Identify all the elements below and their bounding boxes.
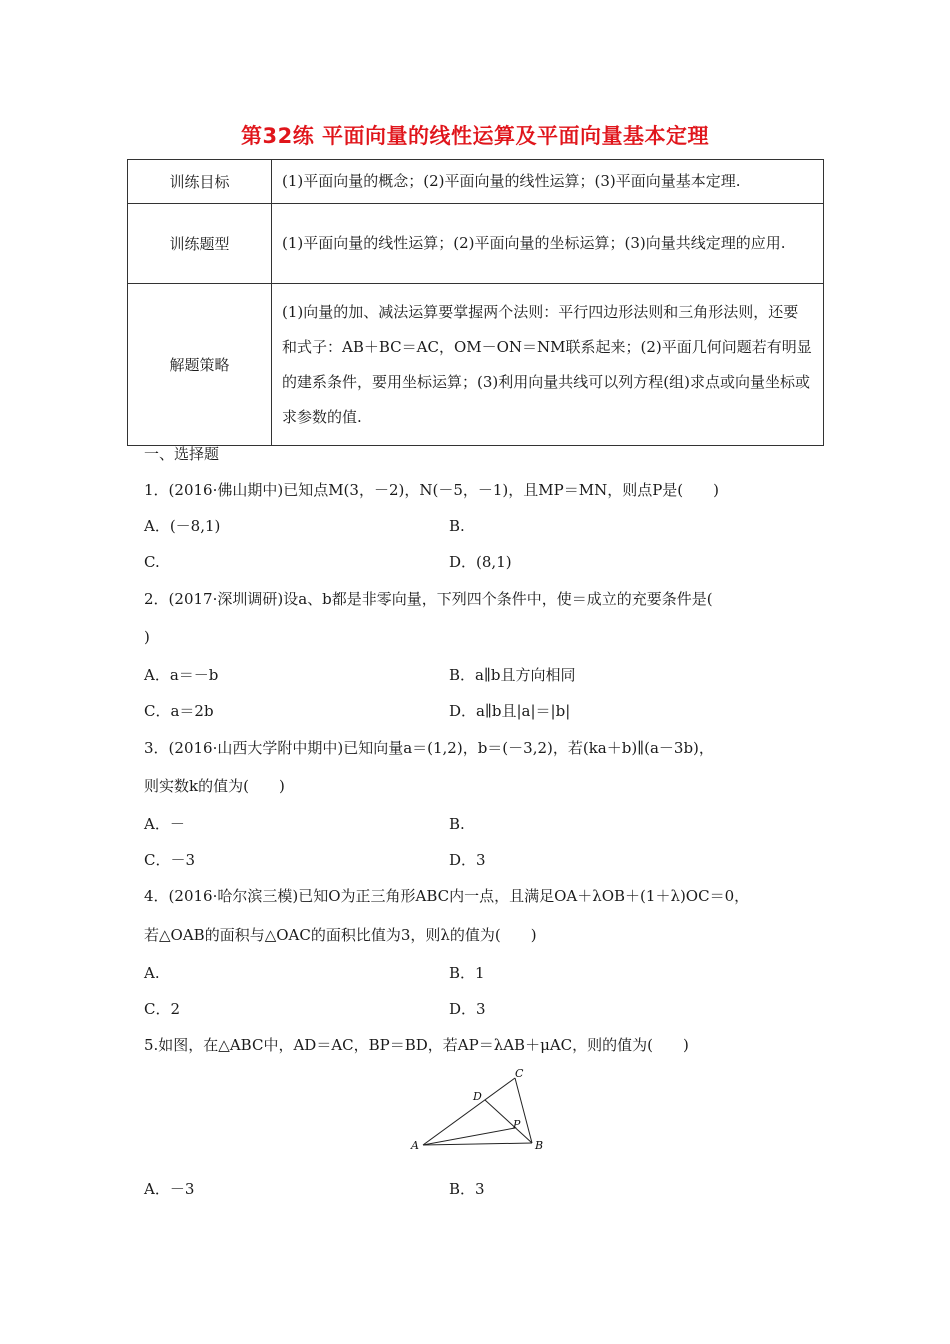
label-a: A bbox=[411, 1139, 419, 1152]
question-3-stem: 3．(2016·山西大学附中期中)已知向量a＝(1,2)，b＝(－3,2)，若(ka＋b)∥(a－3b)， bbox=[144, 739, 714, 757]
question-1-stem: 1．(2016·佛山期中)已知点M(3，－2)，N(－5，－1)，且MP＝MN，则点P是( ) bbox=[144, 481, 719, 499]
training-info-table bbox=[127, 159, 824, 446]
table-key: 训练题型 bbox=[128, 204, 272, 284]
question-2-option-a: A．a＝－b bbox=[144, 666, 219, 684]
segment-bc bbox=[515, 1078, 532, 1143]
question-5-option-a: A．－3 bbox=[144, 1180, 195, 1198]
question-5-option-b: B．3 bbox=[449, 1180, 485, 1198]
segment-bd bbox=[485, 1100, 532, 1143]
table-row bbox=[128, 160, 824, 204]
segment-ac bbox=[423, 1078, 515, 1145]
question-4-option-b: B．1 bbox=[449, 964, 485, 982]
table-row bbox=[128, 204, 824, 284]
triangle-figure bbox=[405, 1065, 555, 1157]
table-key: 训练目标 bbox=[128, 160, 272, 204]
table-key: 解题策略 bbox=[128, 284, 272, 446]
question-3-option-c: C．－3 bbox=[144, 851, 196, 869]
question-2-stem-cont: ) bbox=[144, 628, 150, 646]
section-heading: 一、选择题 bbox=[144, 445, 220, 463]
label-p: P bbox=[513, 1118, 521, 1131]
question-4-option-a: A. bbox=[144, 964, 160, 982]
segment-ap bbox=[423, 1128, 515, 1145]
question-5-stem: 5.如图，在△ABC中，AD＝AC，BP＝BD，若AP＝λAB＋μAC，则的值为( ) bbox=[144, 1036, 689, 1054]
question-4-stem-cont: 若△OAB的面积与△OAC的面积比值为3，则λ的值为( ) bbox=[144, 926, 537, 944]
question-2-stem: 2．(2017·深圳调研)设a、b都是非零向量，下列四个条件中，使＝成立的充要条件是( bbox=[144, 590, 713, 608]
question-1-option-b: B. bbox=[449, 517, 465, 535]
label-d: D bbox=[473, 1090, 482, 1103]
question-1-option-c: C. bbox=[144, 553, 160, 571]
question-3-stem-cont: 则实数k的值为( ) bbox=[144, 777, 285, 795]
table-value: (1)向量的加、减法运算要掌握两个法则：平行四边形法则和三角形法则，还要和式子：AB＋BC＝AC，OM－ON＝NM联系起来；(2)平面几何问题若有明显的建系条件，要用坐标运算；(3)利用向量共线可以列方程(组)求点或向量坐标或求参数的值. bbox=[272, 284, 824, 446]
question-3-option-b: B. bbox=[449, 815, 465, 833]
question-4-stem: 4．(2016·哈尔滨三模)已知O为正三角形ABC内一点，且满足OA＋λOB＋(1＋λ)OC＝0， bbox=[144, 887, 750, 905]
question-2-option-b: B．a∥b且方向相同 bbox=[449, 666, 576, 684]
table-value: (1)平面向量的概念；(2)平面向量的线性运算；(3)平面向量基本定理. bbox=[272, 160, 824, 204]
segment-ab bbox=[423, 1143, 532, 1145]
label-c: C bbox=[515, 1067, 524, 1080]
page-title: 第32练 平面向量的线性运算及平面向量基本定理 bbox=[240, 124, 710, 148]
question-4-option-d: D．3 bbox=[449, 1000, 486, 1018]
question-3-option-a: A．－ bbox=[144, 815, 185, 833]
question-2-option-c: C．a＝2b bbox=[144, 702, 214, 720]
question-1-option-d: D．(8,1) bbox=[449, 553, 512, 571]
question-4-option-c: C．2 bbox=[144, 1000, 181, 1018]
question-1-option-a: A．(－8,1) bbox=[144, 517, 221, 535]
question-2-option-d: D．a∥b且|a|＝|b| bbox=[449, 702, 571, 720]
table-value: (1)平面向量的线性运算；(2)平面向量的坐标运算；(3)向量共线定理的应用. bbox=[272, 204, 824, 284]
question-3-option-d: D．3 bbox=[449, 851, 486, 869]
label-b: B bbox=[535, 1139, 544, 1152]
table-row bbox=[128, 284, 824, 446]
